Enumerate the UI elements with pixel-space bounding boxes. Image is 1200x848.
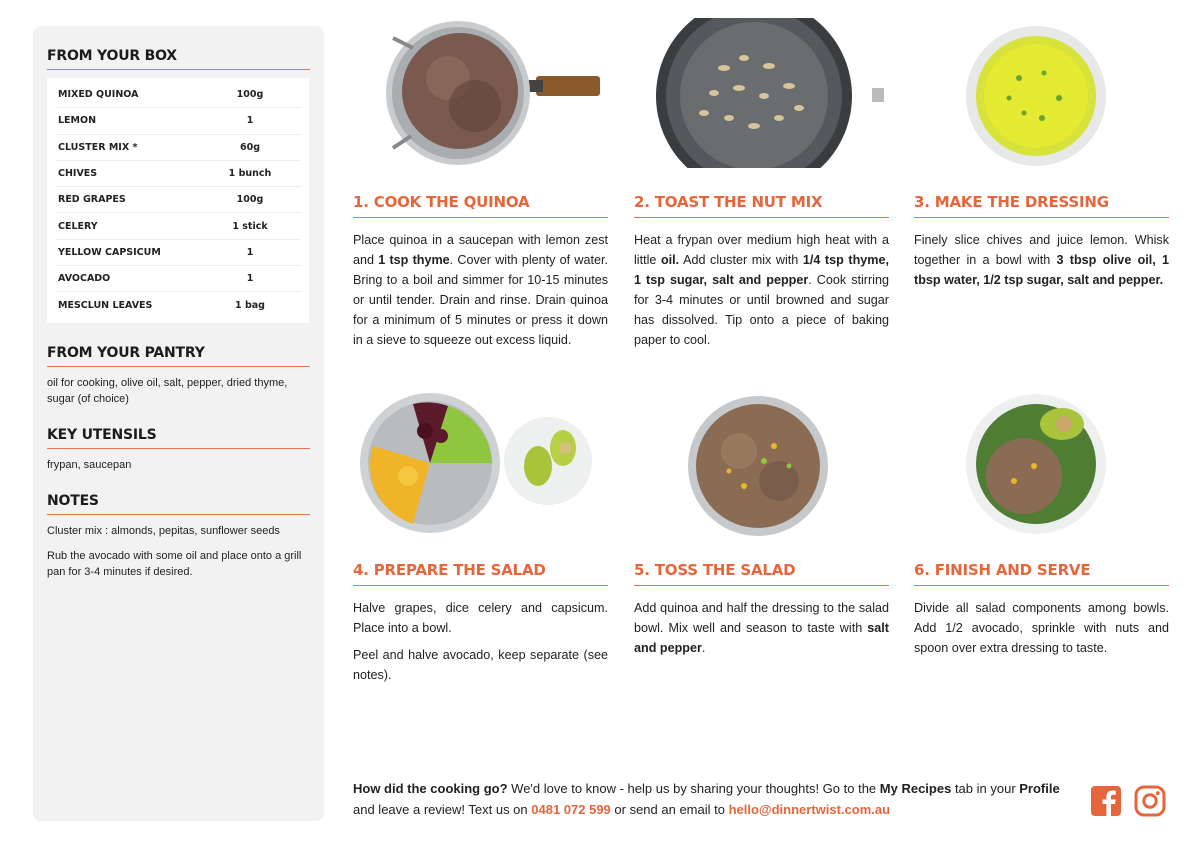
step-paragraph xyxy=(353,598,608,638)
phone-link[interactable]: 0481 072 599 xyxy=(531,802,611,817)
footer-text: and leave a review! Text us on xyxy=(353,802,532,817)
step-title: 4. PREPARE THE SALAD xyxy=(353,561,608,586)
ingredient-row xyxy=(55,82,301,108)
ingredient-name: CHIVES xyxy=(58,168,98,180)
text-run: Divide all salad components among bowls. Add 1/2 avocado, sprinkle with nuts and spoon over extra dressing to taste. xyxy=(914,601,1169,655)
note-item: Rub the avocado with some oil and place onto a grill pan for 3-4 minutes if desired. xyxy=(47,549,302,578)
ingredients-table xyxy=(47,78,309,323)
ingredient-qty: 1 bunch xyxy=(228,168,272,180)
ingredient-qty: 100g xyxy=(236,194,264,206)
text-run: Finely slice chives and juice lemon. Whisk together in a bowl with xyxy=(914,233,1169,267)
ingredient-qty: 60g xyxy=(239,141,261,153)
step-2 xyxy=(634,18,889,350)
pantry-heading: FROM YOUR PANTRY xyxy=(47,345,310,367)
step-body xyxy=(353,230,608,350)
ingredient-name: YELLOW CAPSICUM xyxy=(58,246,161,258)
notes-heading: NOTES xyxy=(47,493,310,515)
text-run: . Cook stirring for 3-4 minutes or until browned and sugar has dissolved. Tip onto a piece of baking paper to cool. xyxy=(634,273,889,347)
ingredient-qty: 1 bag xyxy=(235,300,265,312)
my-recipes-link[interactable]: My Recipes xyxy=(879,781,952,796)
utensils-section xyxy=(47,427,310,473)
feedback-footer xyxy=(353,778,1078,820)
step-1 xyxy=(353,18,608,350)
step-body xyxy=(914,598,1169,658)
step-5 xyxy=(634,386,889,658)
step-3 xyxy=(914,18,1169,290)
pantry-text: oil for cooking, olive oil, salt, pepper, dried thyme, sugar (of choice) xyxy=(47,376,288,405)
step-title: 3. MAKE THE DRESSING xyxy=(914,193,1169,218)
email-link[interactable]: hello@dinnertwist.com.au xyxy=(728,802,891,817)
ingredient-row xyxy=(55,187,301,213)
bold-text: oil. xyxy=(660,253,680,267)
facebook-icon[interactable] xyxy=(1090,785,1122,817)
notes-section xyxy=(47,493,310,580)
bold-text: 1/4 tsp thyme, 1 tsp sugar, salt and pepper xyxy=(634,253,889,287)
note-item: Cluster mix : almonds, pepitas, sunflower seeds xyxy=(47,524,280,537)
ingredient-row xyxy=(55,266,301,292)
step-paragraph xyxy=(914,230,1169,290)
frypan-nuts-photo xyxy=(634,18,889,168)
ingredient-name: AVOCADO xyxy=(58,273,111,285)
salad-prep-photo xyxy=(353,386,608,536)
ingredient-row xyxy=(55,213,301,239)
footer-text: tab in your xyxy=(951,781,1020,796)
ingredient-name: MIXED QUINOA xyxy=(58,89,139,101)
text-run: Heat a frypan over medium high heat with a little xyxy=(634,233,889,267)
ingredient-row xyxy=(55,108,301,134)
box-heading: FROM YOUR BOX xyxy=(47,48,310,70)
step-paragraph xyxy=(914,598,1169,658)
text-run: Peel and halve avocado, keep separate (see notes). xyxy=(353,648,608,682)
ingredient-name: RED GRAPES xyxy=(58,194,126,206)
pantry-section xyxy=(47,345,310,407)
text-run: Add cluster mix with xyxy=(679,253,803,267)
ingredient-row xyxy=(55,240,301,266)
instagram-icon[interactable] xyxy=(1134,785,1166,817)
ingredient-qty: 1 xyxy=(246,246,254,258)
text-run: . xyxy=(701,641,706,655)
footer-question: How did the cooking go? xyxy=(353,781,508,796)
ingredient-name: CELERY xyxy=(58,220,98,232)
tossed-salad-photo xyxy=(634,386,889,536)
ingredient-row xyxy=(55,292,301,318)
utensils-heading: KEY UTENSILS xyxy=(47,427,310,449)
bold-text: salt and pepper xyxy=(634,621,889,655)
notes-text xyxy=(47,523,310,580)
ingredient-qty: 100g xyxy=(236,89,264,101)
step-title: 5. TOSS THE SALAD xyxy=(634,561,889,586)
dressing-bowl-photo xyxy=(914,18,1169,168)
sieve-quinoa-photo xyxy=(353,18,608,168)
text-run: Place quinoa in a saucepan with lemon zest and xyxy=(353,233,608,267)
bold-text: 1 tsp thyme xyxy=(378,253,450,267)
step-body xyxy=(634,598,889,658)
profile-link[interactable]: Profile xyxy=(1019,781,1060,796)
ingredient-name: MESCLUN LEAVES xyxy=(58,300,153,312)
step-6 xyxy=(914,386,1169,658)
bold-text: 3 tbsp olive oil, 1 tbsp water, 1/2 tsp sugar, salt and pepper. xyxy=(914,253,1170,287)
utensils-text: frypan, saucepan xyxy=(47,458,132,471)
ingredient-qty: 1 xyxy=(246,115,254,127)
sidebar xyxy=(33,26,324,821)
step-paragraph xyxy=(634,230,889,350)
step-paragraph xyxy=(353,645,608,685)
step-paragraph xyxy=(353,230,608,350)
step-body xyxy=(914,230,1169,290)
step-title: 2. TOAST THE NUT MIX xyxy=(634,193,889,218)
step-paragraph xyxy=(634,598,889,658)
step-body xyxy=(634,230,889,350)
finished-salad-photo xyxy=(914,386,1169,536)
ingredient-row xyxy=(55,135,301,161)
ingredient-qty: 1 xyxy=(246,273,254,285)
text-run: Add quinoa and half the dressing to the salad bowl. Mix well and season to taste with xyxy=(634,601,889,635)
footer-text: or send an email to xyxy=(610,802,729,817)
step-title: 1. COOK THE QUINOA xyxy=(353,193,608,218)
ingredient-name: LEMON xyxy=(58,115,97,127)
ingredient-qty: 1 stick xyxy=(232,220,268,232)
ingredient-row xyxy=(55,161,301,187)
footer-text: We'd love to know - help us by sharing your thoughts! Go to the xyxy=(507,781,880,796)
text-run: . Cover with plenty of water. Bring to a boil and simmer for 10-15 minutes or until tender. Drain and rinse. Drain quinoa for a minimum of 5 minutes or press it down in a sieve to squeeze out excess liquid. xyxy=(353,253,608,347)
text-run: Halve grapes, dice celery and capsicum. Place into a bowl. xyxy=(353,601,608,635)
step-4 xyxy=(353,386,608,685)
ingredient-name: CLUSTER MIX * xyxy=(58,141,138,153)
step-body xyxy=(353,598,608,685)
step-title: 6. FINISH AND SERVE xyxy=(914,561,1169,586)
